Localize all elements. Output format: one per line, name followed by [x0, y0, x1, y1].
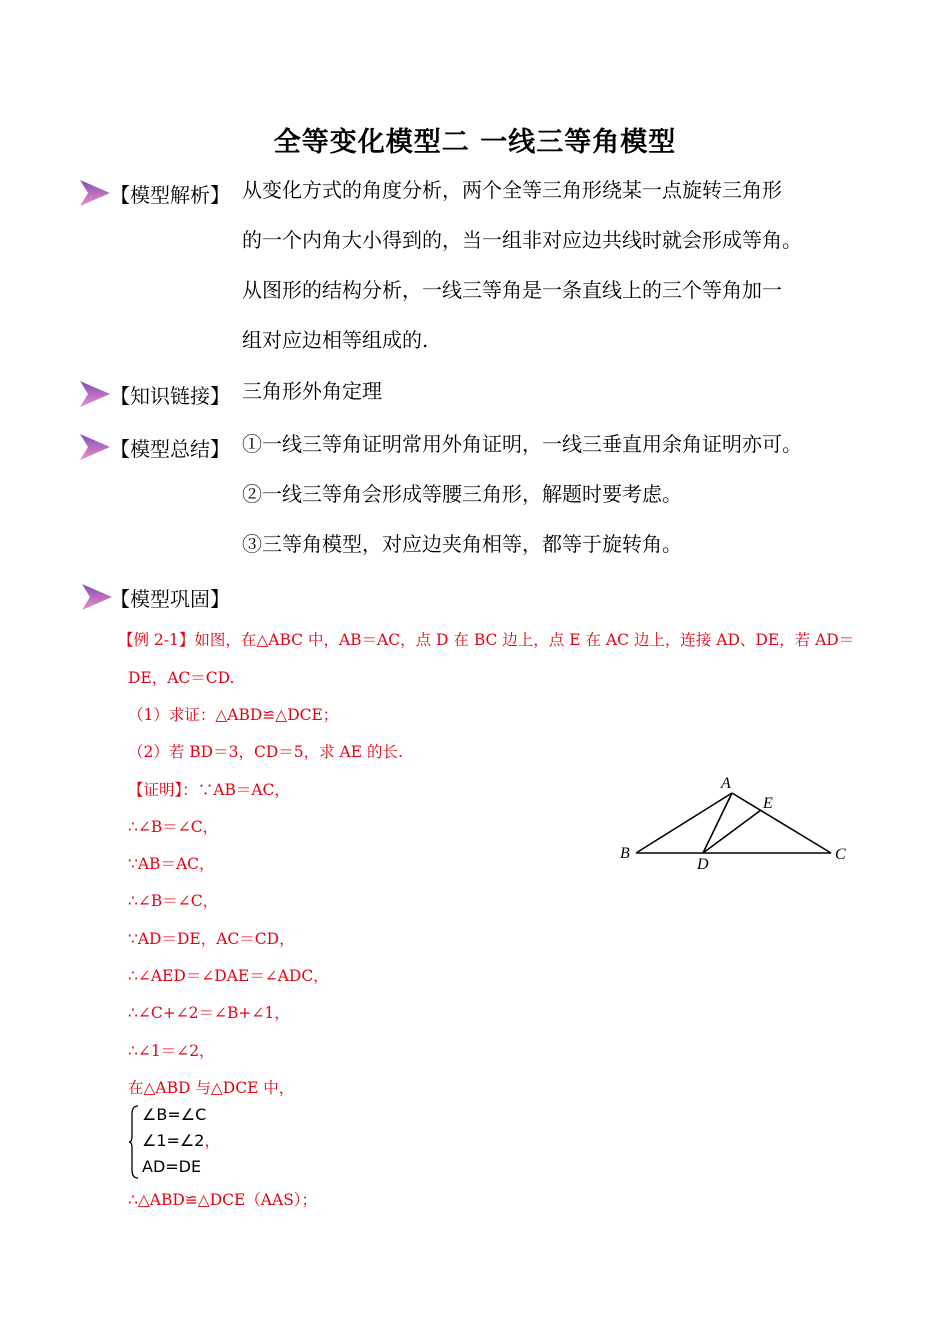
section-label: 【模型总结】	[110, 437, 230, 461]
proof-line: ∵AB＝AC，	[128, 855, 215, 873]
example-question-line	[118, 628, 854, 650]
section-label: 【模型巩固】	[110, 587, 230, 611]
proof-line: ∴∠B＝∠C，	[128, 818, 219, 836]
body-line: ③三等角模型，对应边夹角相等，都等于旋转角。	[242, 532, 682, 556]
point-label-b: B	[620, 845, 630, 862]
page-title: 全等变化模型二 一线三等角模型	[273, 127, 677, 158]
system-eq: ∠1=∠2	[142, 1131, 205, 1150]
equation-system	[128, 1102, 248, 1182]
arrow-bullet-icon	[78, 178, 112, 208]
proof-conclusion: ∴△ABD≌△DCE（AAS）；	[128, 1191, 318, 1209]
arrow-bullet-icon	[80, 582, 114, 612]
proof-line: ∴∠AED＝∠DAE＝∠ADC，	[128, 967, 329, 985]
point-label-c: C	[835, 846, 846, 863]
section-label: 【模型解析】	[110, 183, 230, 207]
system-line: ∠B=∠C	[142, 1105, 207, 1124]
body-line: ②一线三等角会形成等腰三角形，解题时要考虑。	[242, 482, 682, 506]
system-lines	[142, 1102, 220, 1180]
triangle-figure	[615, 772, 855, 872]
example-part-2: （2）若 BD＝3，CD＝5，求 AE 的长.	[128, 743, 403, 761]
example-part-1: （1）求证：△ABD≌△DCE；	[128, 706, 339, 724]
example-question-line: DE，AC＝CD.	[128, 669, 235, 687]
arrow-bullet-icon	[78, 432, 112, 462]
proof-tag: 【证明】：	[128, 781, 198, 799]
proof-line	[128, 778, 290, 800]
proof-line: ∴∠1＝∠2，	[128, 1042, 215, 1060]
body-line: 从变化方式的角度分析，两个全等三角形绕某一点旋转三角形	[242, 178, 782, 202]
proof-line: ∴∠B＝∠C，	[128, 892, 219, 910]
proof-line: ∵AD＝DE，AC＝CD，	[128, 930, 295, 948]
point-label-d: D	[697, 856, 709, 872]
proof-text: ∵AB＝AC，	[197, 781, 290, 799]
example-tag: 【例 2-1】	[118, 631, 195, 649]
left-brace-icon	[128, 1104, 140, 1180]
body-line: 从图形的结构分析，一线三等角是一条直线上的三个等角加一	[242, 278, 782, 302]
section-body	[242, 165, 862, 365]
point-label-a: A	[721, 775, 731, 792]
point-label-e: E	[763, 795, 773, 812]
body-line: 三角形外角定理	[242, 379, 382, 403]
example-question: 如图，在△ABC 中，AB＝AC，点 D 在 BC 边上，点 E 在 AC 边上，连接 AD、DE，若 AD＝	[194, 631, 855, 649]
section-body	[242, 366, 862, 416]
section-label: 【知识链接】	[110, 384, 230, 408]
proof-line: 在△ABD 与△DCE 中，	[128, 1079, 295, 1097]
segment-ac	[732, 793, 831, 853]
system-line: AD=DE	[142, 1157, 202, 1176]
system-tail: ，	[204, 1131, 221, 1150]
proof-line: ∴∠C+∠2＝∠B+∠1，	[128, 1004, 290, 1022]
body-line: 的一个内角大小得到的，当一组非对应边共线时就会形成等角。	[242, 228, 802, 252]
system-line	[142, 1128, 220, 1154]
body-line: ①一线三等角证明常用外角证明，一线三垂直用余角证明亦可。	[242, 432, 802, 456]
arrow-bullet-icon	[78, 379, 112, 409]
body-line: 组对应边相等组成的.	[242, 328, 429, 352]
section-body	[242, 419, 862, 569]
segment-de	[703, 810, 761, 853]
